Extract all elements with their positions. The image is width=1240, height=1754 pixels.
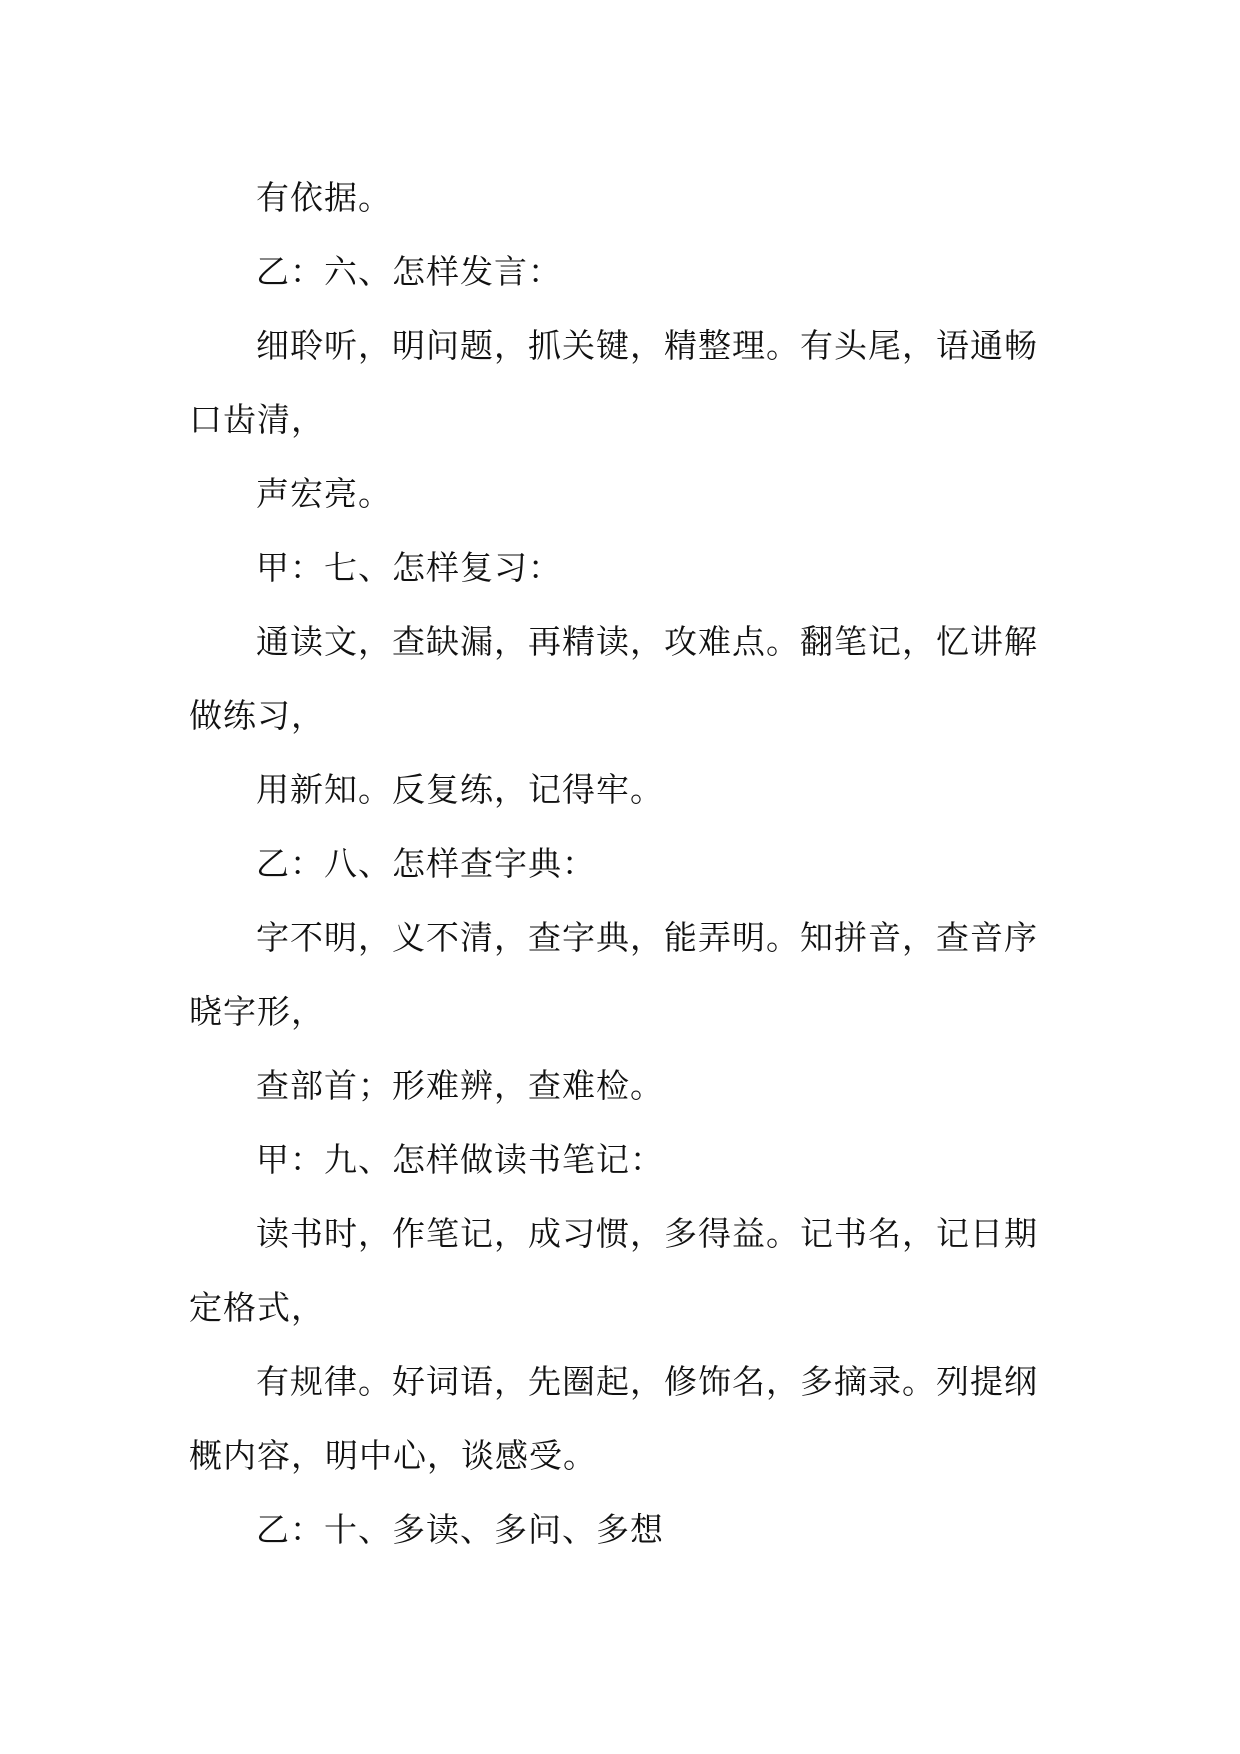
- text-line: 查部首；形难辨，查难检。: [256, 1066, 664, 1105]
- section-heading: 乙：十、多读、多问、多想: [256, 1510, 664, 1549]
- text-line: 口齿清，: [189, 400, 325, 439]
- text-line: 有规律。好词语，先圈起，修饰名，多摘录。列提纲: [256, 1362, 1038, 1401]
- text-line: 晓字形，: [189, 992, 325, 1031]
- text-line: 读书时，作笔记，成习惯，多得益。记书名，记日期: [256, 1214, 1038, 1253]
- section-heading: 甲：七、怎样复习：: [256, 548, 562, 587]
- text-line: 概内容，明中心，谈感受。: [189, 1436, 597, 1475]
- section-heading: 甲：九、怎样做读书笔记：: [256, 1140, 664, 1179]
- text-line: 字不明，义不清，查字典，能弄明。知拼音，查音序: [256, 918, 1038, 957]
- section-heading: 乙：八、怎样查字典：: [256, 844, 596, 883]
- text-line: 定格式，: [189, 1288, 325, 1327]
- text-line: 用新知。反复练，记得牢。: [256, 770, 664, 809]
- text-line: 声宏亮。: [256, 474, 392, 513]
- text-line: 细聆听，明问题，抓关键，精整理。有头尾，语通畅: [256, 326, 1038, 365]
- text-line: 做练习，: [189, 696, 325, 735]
- text-line: 通读文，查缺漏，再精读，攻难点。翻笔记，忆讲解: [256, 622, 1038, 661]
- text-line: 有依据。: [256, 178, 392, 217]
- section-heading: 乙：六、怎样发言：: [256, 252, 562, 291]
